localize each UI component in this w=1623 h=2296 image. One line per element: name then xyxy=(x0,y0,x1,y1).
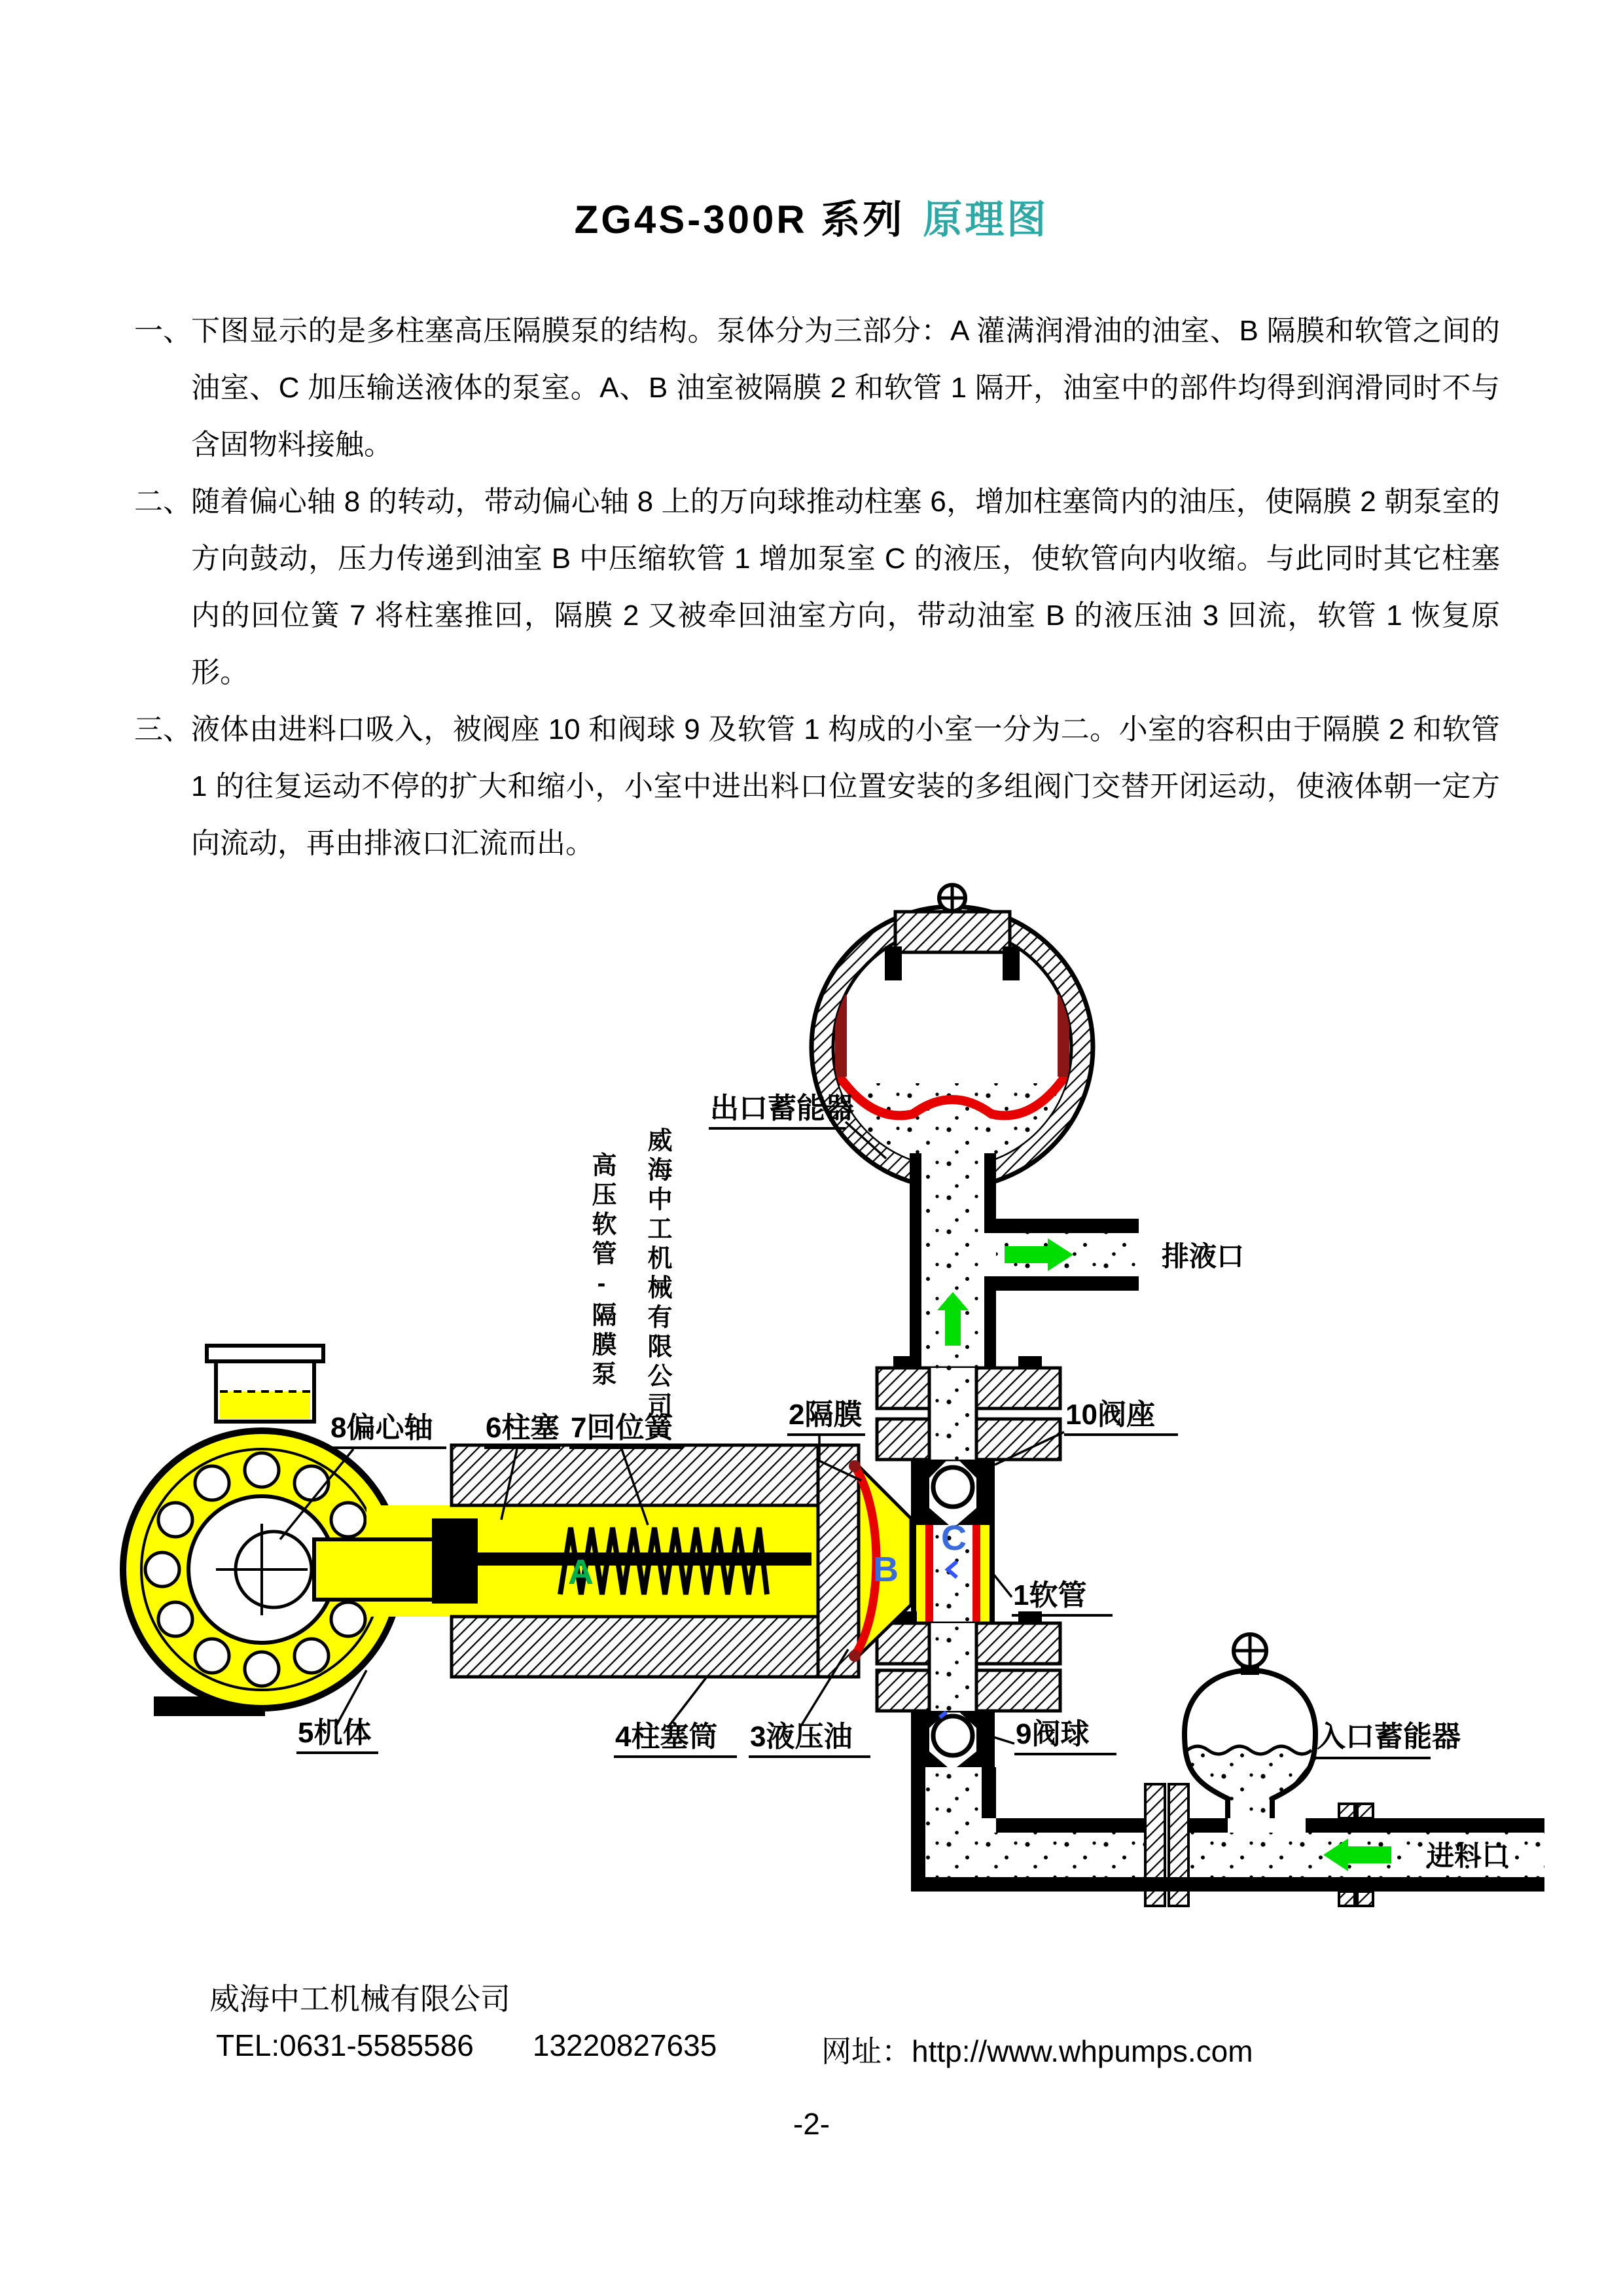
part2-label: 2隔膜 xyxy=(789,1399,863,1431)
flow-arrow-left-icon xyxy=(1348,1846,1391,1863)
description-text-block xyxy=(0,302,1623,872)
footer-tel2: 13220827635 xyxy=(532,2028,717,2062)
flow-arrow-right-icon xyxy=(1005,1246,1048,1263)
footer-tel: TEL:0631-5585586 xyxy=(216,2028,474,2062)
inlet-port-label: 进料口 xyxy=(1427,1840,1510,1871)
hose-wall-left xyxy=(925,1525,933,1623)
leader-line xyxy=(993,1737,1014,1744)
footer-company: 威海中工机械有限公司 xyxy=(209,1982,510,2016)
outlet-accumulator xyxy=(709,885,1093,1194)
tank-liquid xyxy=(1182,1751,1319,1823)
paragraph-3-text: 液体由进料口吸入，被阀座 10 和阀球 9 及软管 1 构成的小室一分为二。小室的容积由于隔膜 2 和软管 1 的往复运动不停的扩大和缩小，小室中进出料口位置安装的多组阀门交替开闭运动，使液体朝一定方向流动，再由排液口汇流而出。 xyxy=(191,713,1500,859)
paragraph-2-number: 二、 xyxy=(134,486,192,518)
outlet-accumulator-label: 出口蓄能器 xyxy=(710,1092,854,1124)
part5-label: 5机体 xyxy=(298,1717,372,1749)
paragraph-1 xyxy=(0,302,1623,473)
part9-label: 9阀球 xyxy=(1016,1718,1090,1750)
page-title xyxy=(0,188,1623,245)
dome-cap xyxy=(895,912,1010,952)
title-model: ZG4S-300R 系列 xyxy=(574,198,905,242)
vertical-product-text: 高压软管-隔膜泵 xyxy=(588,1152,615,1390)
footer-website: 网址：http://www.whpumps.com xyxy=(821,2034,1253,2068)
chamber-c-letter: C xyxy=(941,1518,967,1558)
title-suffix: 原理图 xyxy=(923,198,1049,242)
lower-flange xyxy=(877,1611,1060,1711)
flow-arrow-up-icon xyxy=(945,1309,961,1346)
vertical-company-text: 威海中工机械有限公司 xyxy=(643,1127,671,1422)
footer-contact xyxy=(216,2028,717,2063)
pump-principle-diagram xyxy=(0,870,1623,1957)
part8-label: 8偏心轴 xyxy=(330,1412,433,1444)
paragraph-3-number: 三、 xyxy=(134,713,192,745)
part1-label: 1软管 xyxy=(1013,1579,1087,1611)
part10-label: 10阀座 xyxy=(1065,1399,1155,1431)
hose-wall-right xyxy=(972,1525,980,1623)
part4-label: 4柱塞筒 xyxy=(615,1721,718,1753)
paragraph-1-text: 下图显示的是多柱塞高压隔膜泵的结构。泵体分为三部分：A 灌满润滑油的油室、B 隔膜和软管之间的油室、C 加压输送液体的泵室。A、B 油室被隔膜 2 和软管 1 隔开，油室中的部件均得到润滑同时不与含固物料接触。 xyxy=(191,315,1500,461)
part6-label: 6柱塞 xyxy=(486,1412,560,1444)
connecting-rod xyxy=(314,1539,438,1600)
inlet-accumulator xyxy=(1182,1634,1461,1823)
paragraph-1-number: 一、 xyxy=(134,315,192,347)
discharge-port-label: 排液口 xyxy=(1162,1241,1245,1272)
paragraph-3 xyxy=(0,701,1623,872)
paragraph-2-text: 随着偏心轴 8 的转动，带动偏心轴 8 上的万向球推动柱塞 6，增加柱塞筒内的油压，使隔膜 2 朝泵室的方向鼓动，压力传递到油室 B 中压缩软管 1 增加泵室 C 的液压，使软管向内收缩。与此同时其它柱塞内的回位簧 7 将柱塞推回，隔膜 2 又被牵回油室方向，带动油室 B 的液压油 3 回流，软管 1 恢复原形。 xyxy=(191,486,1500,689)
chamber-a-letter: A xyxy=(568,1552,594,1592)
paragraph-2 xyxy=(0,473,1623,701)
valve-ball-lower xyxy=(933,1716,972,1755)
inlet-accumulator-label: 入口蓄能器 xyxy=(1317,1721,1461,1753)
chamber-b-letter: B xyxy=(873,1550,899,1589)
part7-label: 7回位簧 xyxy=(571,1412,673,1444)
hose-section xyxy=(911,1518,1113,1623)
lower-check-valve xyxy=(911,1711,1116,1767)
part3-label: 3液压油 xyxy=(750,1721,853,1753)
valve-ball-upper xyxy=(933,1467,972,1507)
page-number: -2- xyxy=(793,2107,830,2141)
